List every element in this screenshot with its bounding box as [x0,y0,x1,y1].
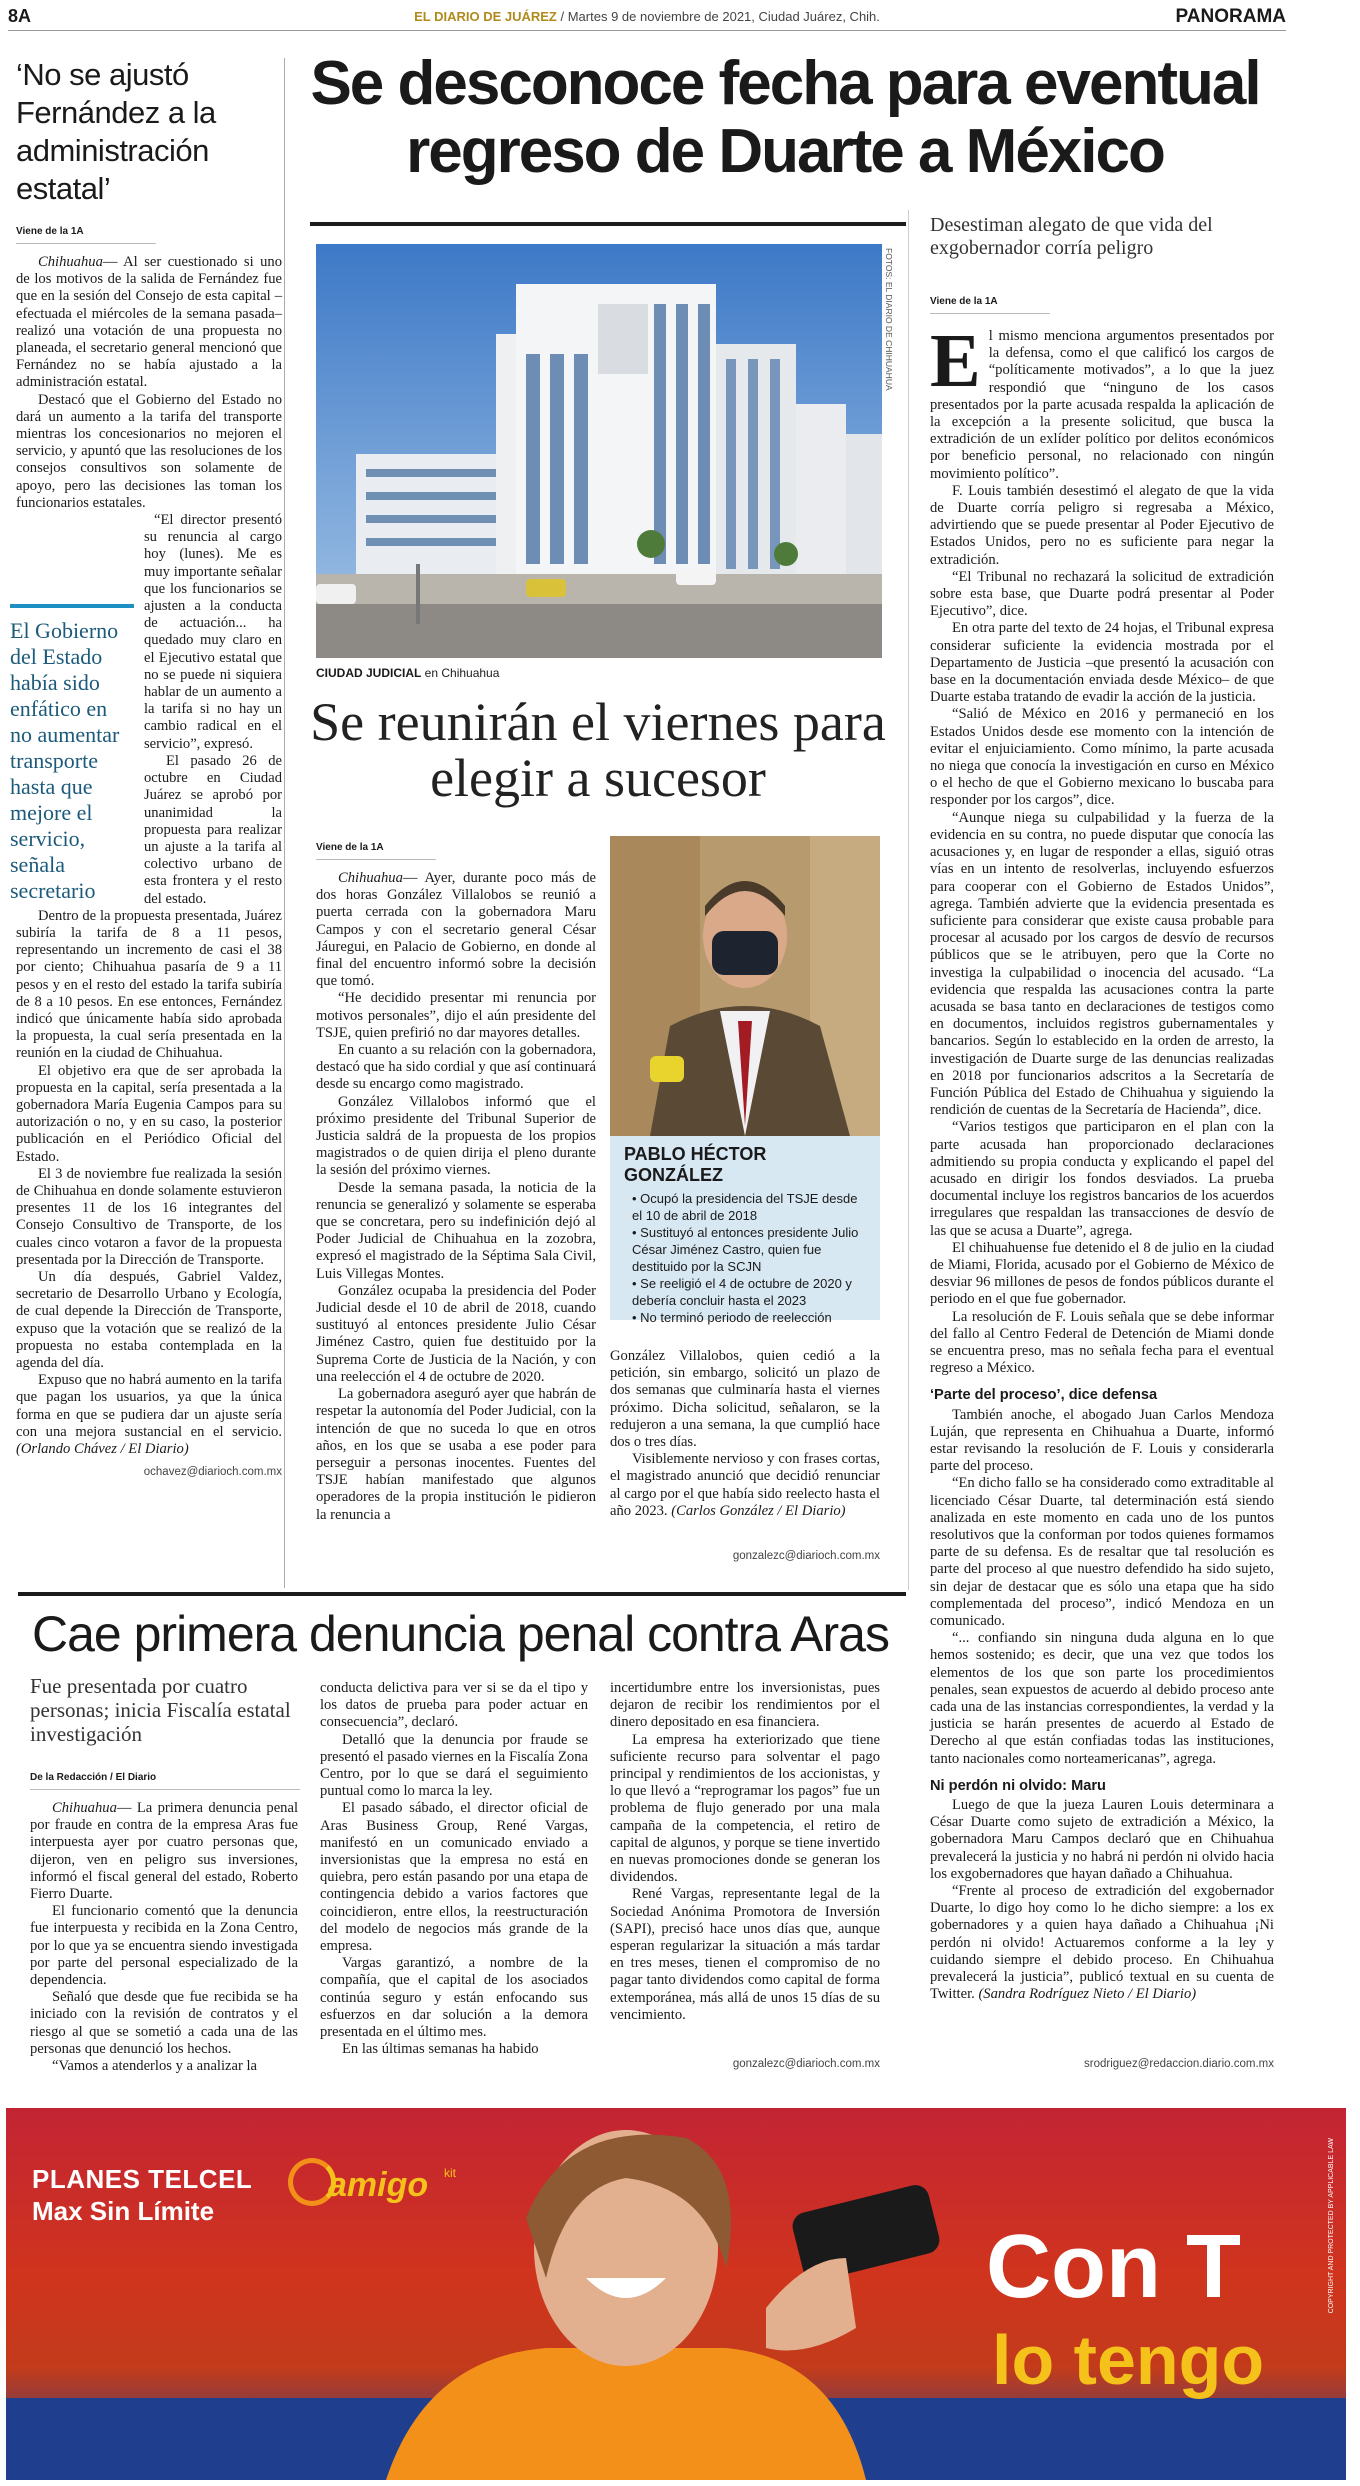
amigo-brand: amigo [328,2166,429,2204]
bottom-kicker: De la Redacción / El Diario [30,1772,300,1790]
main-top-rule [310,222,906,226]
telcel-ad[interactable] [6,2108,1346,2480]
main-kicker: Viene de la 1A [930,296,1050,314]
photo-caption-bold: CIUDAD JUDICIAL [316,666,422,680]
main-body: El mismo menciona argumentos presentados por la defensa, como el que calificó los cargos de “políticamente motivados”, a lo que la juez respondió que “ninguno de los casos presentados por la parte acusada respalda la aplicación de la excepción a la presente solicitud, que busca la extradición de un exlíder político por delitos económicos por beneficio personal, no relacionado con ningún movimiento político”. F. Louis también desestimó el alegato de que la vida de Duarte corría peligro si regresaba a México, advirtiendo que se puede presentar al Poder Ejecutivo de Estados Unidos, pero no es suficiente para negar la extradición. “El Tribunal no rechazará la solicitud de extradición sobre esta base, que Duarte podrá presentar al Poder Ejecutivo”, dice. En otra parte del texto de 24 hojas, el Tribunal expresa considerar suficiente la evidencia mostrada por el Departamento de Justicia –que presentó la acusación con base en la documentación enviada desde México– de que Duarte estaba tratando de evadir la acción de la justicia. “Salió de México en 2016 y permaneció en los Estados Unidos desde ese momento con la intención de evitar el enjuiciamiento. Como mínimo, la parte acusada no niega que conocía la investigación en curso en México o el hecho de que el Gobierno mexicano lo buscaba para responder por los cargos”, dice. “Aunque niega su culpabilidad y la fuerza de la evidencia en su contra, no puede disputar que conocía las acusaciones y, en lugar de responder a ellas, siguió otras vías en un intento de resolverlas, incluyendo esfuerzos para cooperar con el Gobierno de Estados Unidos”, agrega. También advierte que la evidencia presentada es suficiente para considerar que existe causa probable para procesar al acusado por los cargos de desvío de recursos públicos que se le atribuyen, pero que la Corte no investiga la culpabilidad o inocencia del acusado. “La evidencia que respalda las acusaciones contra la parte acusada se basa tanto en declaraciones de testigos como en documentos, incluidos registros gubernamentales y bancarios. Según lo establecido en la orden de arresto, la investigación de Duarte surge de las denuncias realizadas en 2018 por funcionarios adscritos a la Secretaría de Función Pública del Estado de Chihuahua y siguiendo la rendición de cuentas de la Secretaría de Hacienda”, dice. “Varios testigos que participaron en el plan con la parte acusada han proporcionado declaraciones admitiendo su propia conducta y explicando el papel del acusado en dirigir los fondos desviados. La prueba documental incluye los registros bancarios de los acuerdos irregulares que respaldan las transacciones de desvío de las que se acusa a Duarte”, agrega. El chihuahuense fue detenido el 8 de julio en la ciudad de Miami, Florida, acusado por el Gobierno de México de desviar 96 millones de pesos de fondos públicos durante el periodo en el que fue gobernador. La resolución de F. Louis señala que se debe informar del fallo al Centro Federal de Detención de Miami donde se encuentra preso, mas no señala fecha para el eventual regreso a México. ‘Parte del proceso’, dice defensa También anoche, el abogado Juan Carlos Mendoza Luján, que representa en Chihuahua a Duarte, informó estar revisando la resolución de F. Louis y considerarla parte del proceso. “En dicho fallo se ha considerado como extraditable al licenciado César Duarte, tal determinación está siendo analizada en este momento en cada uno de los puntos resolutivos que la conforman por todos quienes formamos parte de su defensa. Es de resaltar que tal resolución es parte del proceso al que nuestro defendido ha sido sujeto, sin dejar de destacar que es sólo una etapa que ha sido complementada del proceso”, indicó Mendoza en un comunicado. “... confiando sin ninguna duda alguna en lo que hemos sostenido; es decir, que una vez que todos los elementos de los que son parte los procedimientos penales, sean expuestos de acuerdo al debido proceso ante cada una de las instancias correspondientes, la verdad y la justicia se harán presentes de acuerdo al Estado de Derecho al que están confiadas todas las instituciones, tanto nacionales como norteamericanas”, agrega. Ni perdón ni olvido: Maru Luego de que la jueza Lauren Louis determinara a César Duarte como sujeto de extradición a México, la gobernadora Maru Campos declaró que en Chihuahua prevalecerá la justicia y no habrá ni perdón ni olvido hacia los exgobernadores que hayan dañado a Chihuahua. “Frente al proceso de extradición del exgobernador Duarte, lo digo hoy como lo he dicho siempre: a los ex gobernadores y a quien haya dañado a Chihuahua ¡Ni perdón ni olvido! Actuaremos conforme a la ley y cuidando siempre el debido proceso. En Chihuahua prevalecerá la justicia”, publicó textual en su cuenta de Twitter. (Sandra Rodríguez Nieto / El Diario) [930,319,1274,2003]
middle-headline: Se reunirán el viernes para elegir a sucesor [310,692,886,808]
dateline [8,9,1286,24]
column-rule-left [284,58,285,1588]
main-deck: Desestiman alegato de que vida del exgobernador corría peligro [930,214,1213,259]
judicial-photo [316,244,882,658]
bottom-city: Chihuahua [52,1800,117,1816]
bottom-col2: conducta delictiva para ver si se da el tipo y los datos de prueba para poder actuar en consecuencia”, declaró. Detalló que la denuncia por fraude se presentó el pasado viernes en la Fiscalía Zona Centro, por lo que se dará el seguimiento puntual como lo marca la ley. El pasado sábado, el director oficial de Aras Business Group, René Vargas, manifestó en un comunicado enviado a inversionistas que la empresa no está en quiebra, pero están pasando por una etapa de contingencia debido a varios factores que coincidieron, entre ellos, la reestructuración del modelo de negocios más grande de la empresa. Vargas garantizó, a nombre de la compañía, que el capital de los asociados continúa seguro y están enfocando sus esfuerzos en dar solución a la demora presentada en el último mes. En las últimas semanas ha habido [320,1680,588,2058]
masthead [8,6,1286,31]
left-city: Chihuahua [38,254,103,270]
section-label: PANORAMA [1175,6,1286,27]
left-kicker: Viene de la 1A [16,226,156,244]
middle-body-right: González Villalobos, quien cedió a la petición, sin embargo, solicitó un plazo de dos semanas que culminaría hasta el viernes próximo. Dicha solicitud, señalaron, se la redujeron a una semana, la que cumplió hace dos o tres días. Visiblemente nervioso y con frases cortas, el magistrado anunció que decidió renunciar al cargo por el que había sido reelecto hasta el año 2023. (Carlos González / El Diario) [610,1348,880,1519]
bottom-col1: Chihuahua— La primera denuncia penal por fraude en contra de la empresa Aras fue interpuesta ayer por cuatro personas que, dijeron, ven en peligro sus inversiones, informó el fiscal general del estado, Roberto Fierro Duarte. El funcionario comentó que la denuncia fue interpuesta y recibida en la Zona Centro, por lo que ya se encuentra siendo investigada por parte del personal especializado de la dependencia. Señaló que desde que fue recibida se ha iniciado con la revisión de contratos y el riesgo al que se sometió a cada una de las personas que denunció los hechos. “Vamos a atenderlos y a analizar la [30,1800,298,2075]
bottom-col3: incertidumbre entre los inversionistas, pues dejaron de recibir los rendimientos por el dinero depositado en esa financiera. La empresa ha exteriorizado que tiene suficiente recurso para solventar el pago principal y rendimientos de los accionistas, y lo que llevó a “reprogramar los pagos” fue un problema de flujo generado por una mala campaña de la competencia, el retiro de capital de algunos, y porque se tiene invertido en nuevas promociones donde se generan los dividendos. René Vargas, representante legal de la Sociedad Anónima Promotora de Inversión (SAPI), precisó hace unos días que, aunque esperan regularizar la situación a más tardar en tres meses, tienen el compromiso de no pagar tanto dividendos como capital de forma extemporánea, más allá de unos 15 días de su vencimiento. [610,1680,880,2023]
bottom-headline: Cae primera denuncia penal contra Aras [32,1606,889,1662]
left-body-continued: Dentro de la propuesta presentada, Juárez subiría la tarifa de 8 a 11 pesos, representando un incremento de casi el 38 por ciento; Chihuahua pasaría de 9 a 11 pesos y en el resto del estado la tarifa subiría de 8 a 10 pesos. En ese entonces, Fernández indicó que únicamente había sido aprobada la propuesta, la cual sería presentada en la reunión en la ciudad de Chihuahua. El objetivo era que de ser aprobada la propuesta en la capital, sería presentada a la gobernadora María Eugenia Campos para su autorización o no, y en su caso, la posterior publicación en el Periódico Oficial del Estado. El 3 de noviembre fue realizada la sesión de Chihuahua en donde solamente estuvieron presentes 11 de los 16 integrantes del Consejo Consultivo de Transporte, de los cuales cinco votaron a favor de la propuesta presentada por la Dirección de Transporte. Un día después, Gabriel Valdez, secretario de Desarrollo Urbano y Ecología, de cual depende la Dirección de Transporte, expuso que la votación que se realizó de la propuesta no estaba contemplada en la agenda del día. Expuso que no habrá aumento en la tarifa que pagan los usuarios, ya que la única forma en que se pudiera dar un ajuste sería con una mejora sustancial en el servicio. (Orlando Chávez / El Diario) [16,907,282,1458]
dropcap: E [930,319,981,403]
profile-box [610,1136,880,1325]
pullquote-text: El Gobierno del Estado había sido enfático en no aumentar transporte hasta que mejore el servicio, señala secretario [10,618,120,903]
photo-credit: FOTOS: EL DIARIO DE CHIHUAHUA [884,248,894,391]
main-email: srodriguez@redaccion.diario.com.mx [1084,2058,1274,2070]
ad-slogan-line2: lo tengo [992,2321,1265,2399]
bottom-top-rule [18,1592,906,1596]
middle-kicker: Viene de la 1A [316,842,436,860]
page-number: 8A [8,6,32,26]
subhead-defense: ‘Parte del proceso’, dice defensa [930,1387,1158,1404]
judge-photo [610,836,880,1136]
photo-caption-rest: en Chihuahua [421,666,500,680]
middle-email: gonzalezc@diarioch.com.mx [732,1550,880,1562]
middle-byline: (Carlos González / El Diario) [671,1502,846,1519]
column-rule-right [908,210,909,1590]
middle-body: Chihuahua— Ayer, durante poco más de dos horas González Villalobos se reunió a puerta cerrada con la gobernadora Maru Campos y con el secretario general César Jáuregui, en Palacio de Gobierno, en donde al final del encuentro informó sobre la decisión que tomó. “He decidido presentar mi renuncia por motivos personales”, dijo el aún presidente del TSJE, quien prefirió no dar mayores detalles. En cuanto a su relación con la gobernadora, destacó que ha sido cordial y que así continuará desde su encargo como magistrado. González Villalobos informó que el próximo presidente del Tribunal Superior de Justicia saldrá de la propuesta de los propios magistrados o de quien dirija el pleno durante la sesión del próximo viernes. Desde la semana pasada, la noticia de la renuncia se generalizó y solamente se esperaba que se concretara, pero su indefinición dejó al Poder Judicial de Chihuahua en la zozobra, expresó el magistrado de la Séptima Sala Civil, Luis Villegas Montes. González ocupaba la presidencia del Poder Judicial desde el 10 de abril de 2018, cuando sustituyó al entonces presidente Julio César Jiménez Castro, quien fue destituido por la Suprema Corte de Justicia de la Nación, y con una reelección el 4 de octubre de 2020. La gobernadora aseguró ayer que habrán de respetar la autonomía del Poder Judicial, con la intención de que no suceda lo que en otros años, en los que se usaba a ese poder para perseguir a personas inocentes. Fuentes del TSJE habían manifestado que algunos operadores de la propia institución le pidieron la renuncia a [316,870,596,1523]
amigo-brand-kit: kit [444,2166,456,2180]
ad-side-text: COPYRIGHT AND PROTECTED BY APPLICABLE LAW [1328,2138,1335,2314]
left-email: ochavez@diarioch.com.mx [143,1466,282,1479]
ad-plan-line1: PLANES TELCEL [32,2164,253,2194]
date-text: / Martes 9 de noviembre de 2021, Ciudad Juárez, Chih. [560,9,880,24]
left-headline: ‘No se ajustó Fernández a la administración estatal’ [16,57,216,206]
profile-fact: • Ocupó la presidencia del TSJE desde el 10 de abril de 2018 [632,1191,858,1223]
profile-facts [624,1190,866,1326]
main-byline: (Sandra Rodríguez Nieto / El Diario) [978,1986,1197,2003]
bottom-email: gonzalezc@diarioch.com.mx [732,2058,880,2070]
main-headline: Se desconoce fecha para eventual regreso de Duarte a México [310,49,1260,186]
ad-slogan-line1: Con T [986,2217,1241,2317]
middle-city: Chihuahua [338,870,403,886]
left-body: Chihuahua— Al ser cuestionado si uno de los motivos de la salida de Fernández fue que en la sesión del Consejo de esta capital –efectuada el miércoles de la semana pasada– realizó una votación de una propuesta no planeada, el secretario general mencionó que Fernández no se había ajustado a la administración estatal. Destacó que el Gobierno del Estado no dará un aumento a la tarifa del transporte mientras los concesionarios no mejoren el servicio, y apuntó que las resoluciones de los consejos consultivos son solamente de apoyo, pero las decisiones las toman los funcionarios estatales. “El director presentó su renuncia al cargo hoy (lunes). Me es muy importante señalar que los funcionarios se ajusten a la conducta de actuación... ha quedado muy claro en el Ejecutivo estatal que no se puede ni siquiera hablar de un aumento a la tarifa si no hay un cambio radical en el servicio”, expresó. El pasado 26 de octubre en Ciudad Juárez se aprobó por unanimidad la propuesta para realizar un ajuste a la tarifa al colectivo urbano de esta frontera y el resto del estado. [16,254,282,907]
ad-plan-line2: Max Sin Límite [32,2196,215,2226]
subhead-maru: Ni perdón ni olvido: Maru [930,1777,1106,1794]
profile-fact: • Sustituyó al entonces presidente Julio César Jiménez Castro, quien fue destituido por la SCJN [632,1225,859,1274]
profile-name: PABLO HÉCTOR GONZÁLEZ [624,1144,767,1185]
profile-fact: • No terminó periodo de reelección [632,1310,832,1325]
profile-fact: • Se reeligió el 4 de octubre de 2020 y debería concluir hasta el 2023 [632,1276,852,1308]
photo-caption [316,666,499,680]
bottom-deck: Fue presentada por cuatro personas; inicia Fiscalía estatal investigación [30,1674,291,1746]
left-pullquote [10,604,134,904]
paper-name: EL DIARIO DE JUÁREZ [414,9,557,24]
left-byline: (Orlando Chávez / El Diario) [16,1441,189,1458]
